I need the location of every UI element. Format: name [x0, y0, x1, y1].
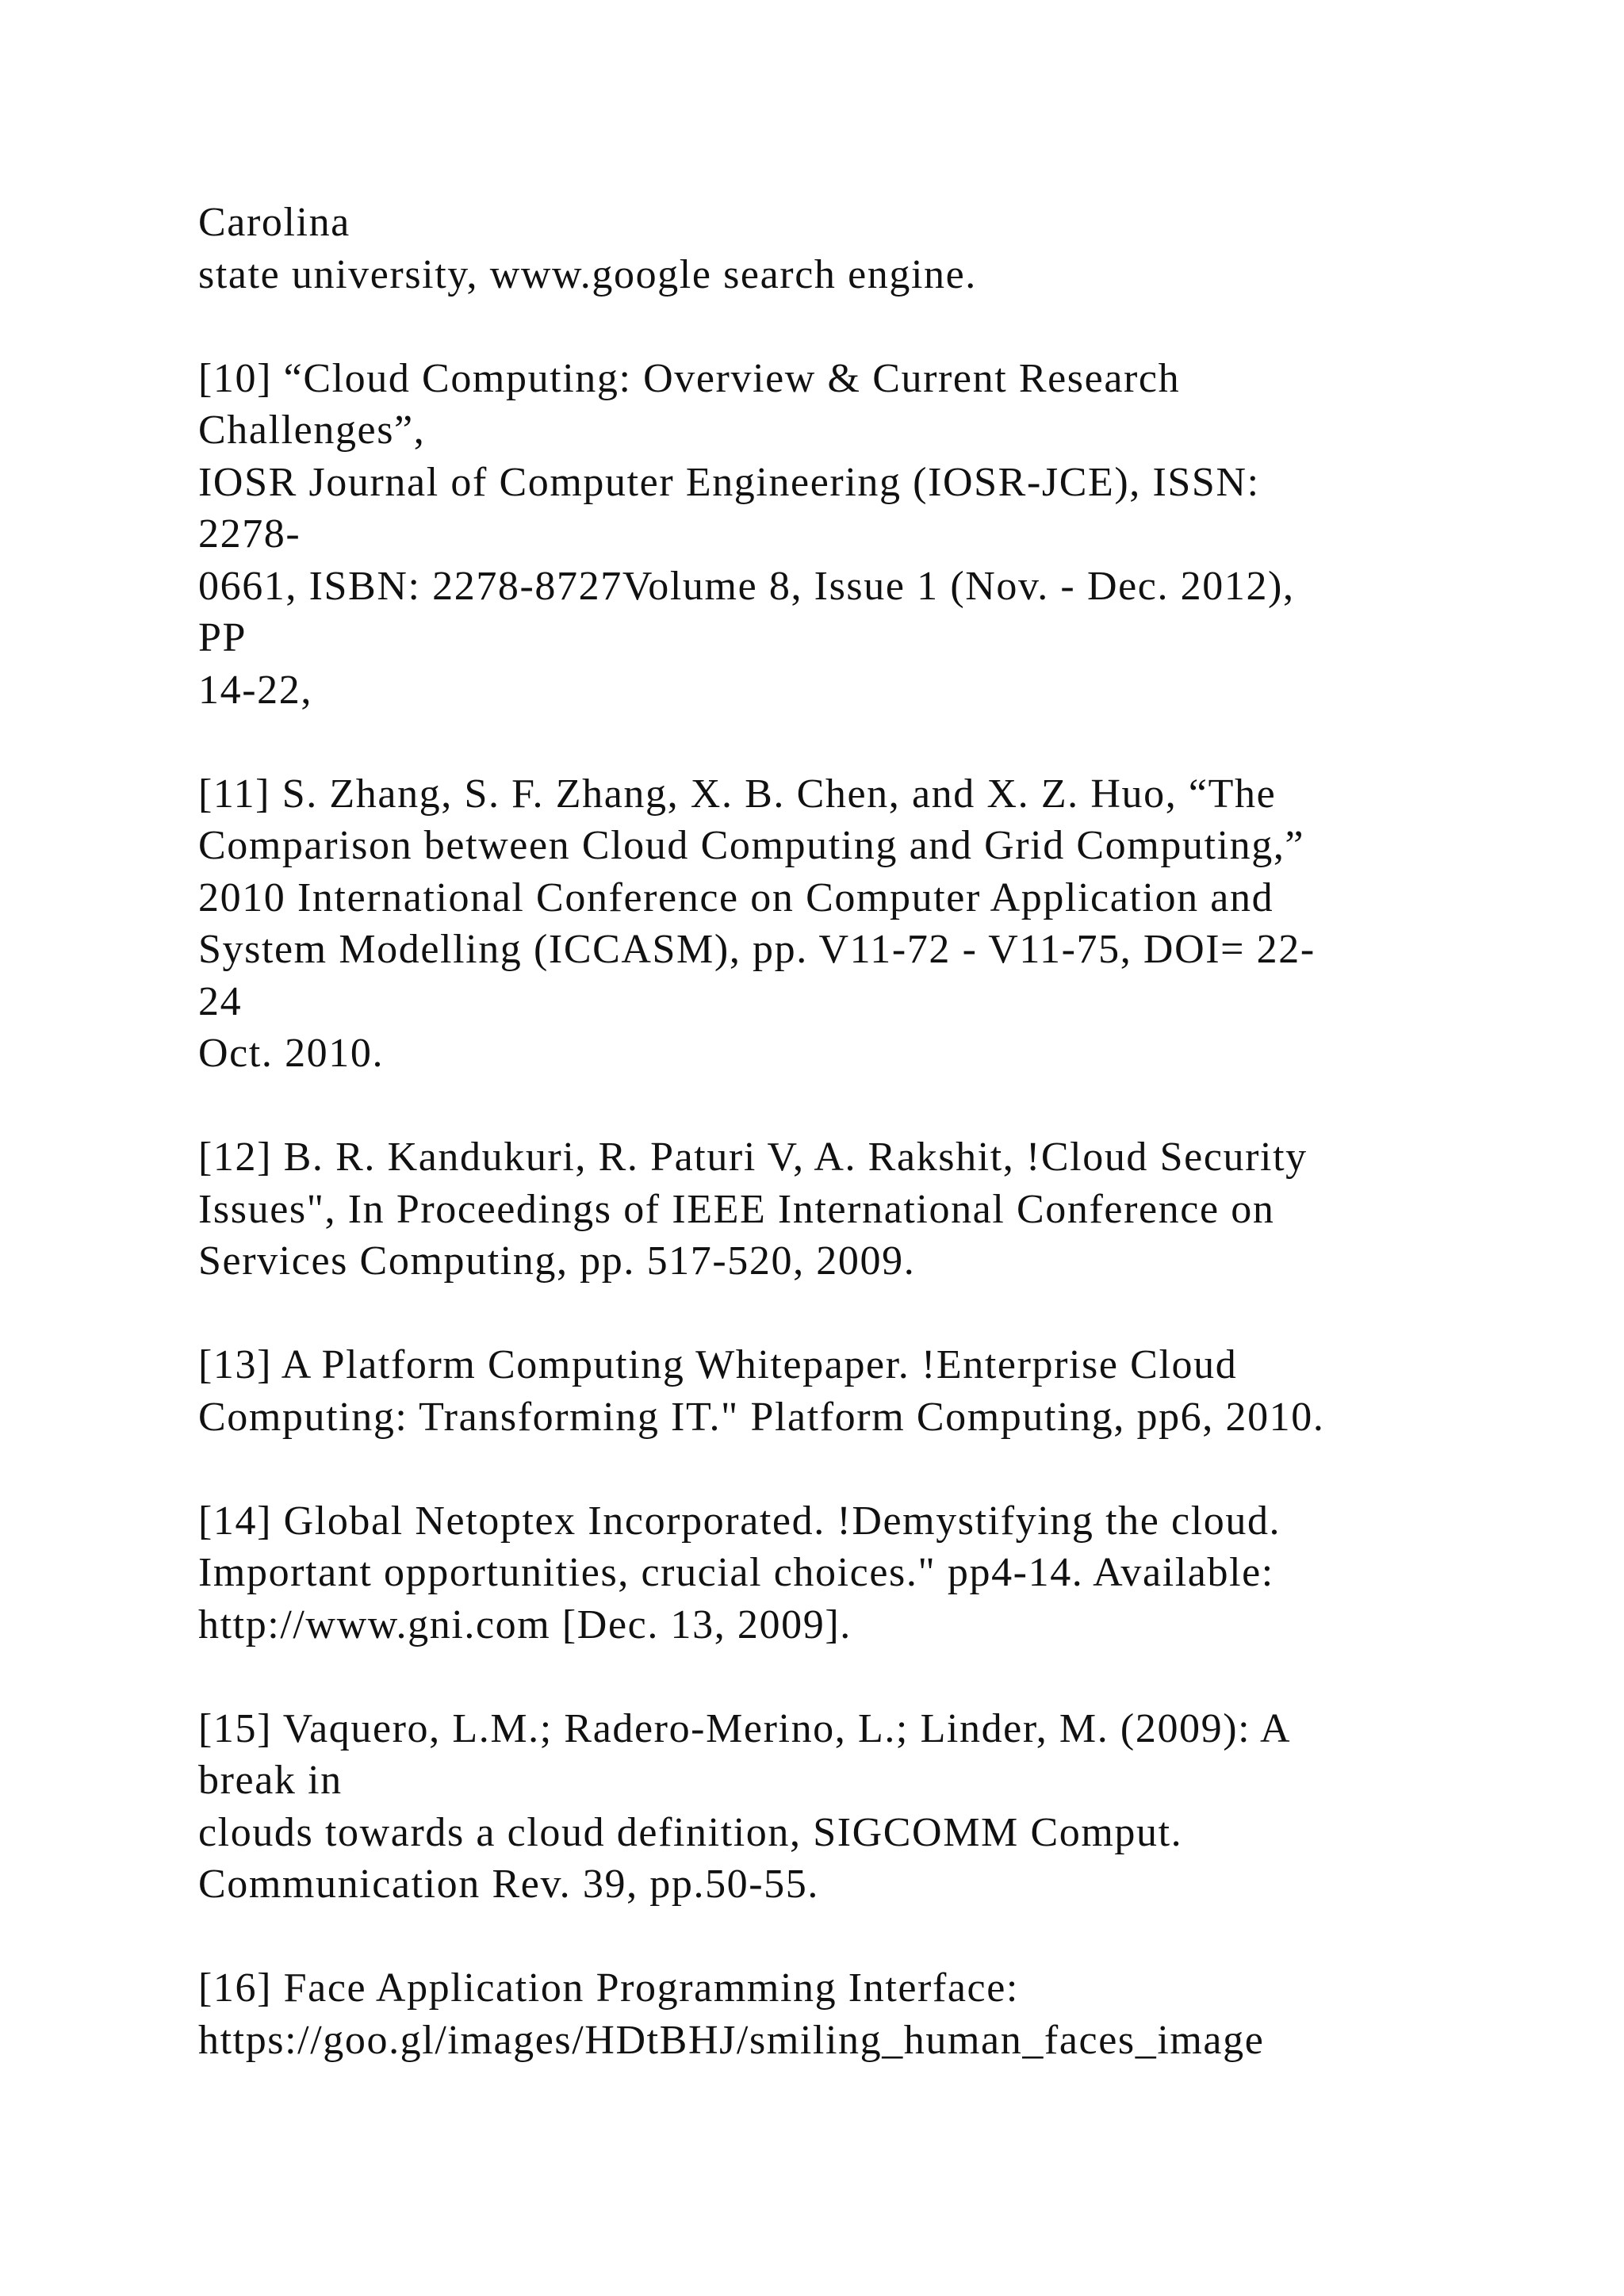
reference-14 — [198, 1495, 1507, 1651]
text-line: 24 — [198, 978, 243, 1024]
text-line: clouds towards a cloud definition, SIGCOMM Comput. — [198, 1809, 1183, 1855]
text-line: IOSR Journal of Computer Engineering (IOSR-JCE), ISSN: — [198, 459, 1260, 505]
blank-line — [198, 1911, 1507, 1963]
reference-16 — [198, 1962, 1507, 2066]
text-line: PP — [198, 615, 247, 660]
text-line: 14-22, — [198, 667, 312, 713]
text-line: Oct. 2010. — [198, 1031, 385, 1076]
blank-line — [198, 1651, 1507, 1703]
text-line: [14] Global Netoptex Incorporated. !Demystifying the cloud. — [198, 1498, 1281, 1544]
text-line: Challenges”, — [198, 408, 426, 453]
reference-10 — [198, 353, 1507, 717]
reference-11 — [198, 768, 1507, 1080]
text-line: Comparison between Cloud Computing and Grid Computing,” — [198, 823, 1305, 868]
text-line: state university, www.google search engine. — [198, 251, 977, 297]
text-line: Issues", In Proceedings of IEEE International Conference on — [198, 1186, 1275, 1232]
blank-line — [198, 1288, 1507, 1340]
blank-line — [198, 1443, 1507, 1495]
text-line: [11] S. Zhang, S. F. Zhang, X. B. Chen, and X. Z. Huo, “The — [198, 771, 1277, 817]
text-line: [12] B. R. Kandukuri, R. Paturi V, A. Rakshit, !Cloud Security — [198, 1135, 1308, 1180]
text-line: [15] Vaquero, L.M.; Radero-Merino, L.; Linder, M. (2009): A — [198, 1705, 1292, 1751]
reference-continuation — [198, 197, 1507, 300]
text-line: https://goo.gl/images/HDtBHJ/smiling_human_faces_image — [198, 2017, 1265, 2063]
text-line: [13] A Platform Computing Whitepaper. !Enterprise Cloud — [198, 1342, 1238, 1387]
reference-list — [198, 197, 1507, 2066]
text-line: Communication Rev. 39, pp.50-55. — [198, 1862, 819, 1907]
text-line: 0661, ISBN: 2278-8727Volume 8, Issue 1 (Nov. - Dec. 2012), — [198, 563, 1295, 609]
blank-line — [198, 300, 1507, 353]
text-line: [16] Face Application Programming Interface: — [198, 1965, 1019, 2011]
blank-line — [198, 1080, 1507, 1132]
text-line: Services Computing, pp. 517-520, 2009. — [198, 1238, 916, 1284]
text-line: Important opportunities, crucial choices." pp4-14. Available: — [198, 1550, 1274, 1595]
reference-13 — [198, 1339, 1507, 1443]
reference-15 — [198, 1703, 1507, 1911]
reference-12 — [198, 1131, 1507, 1288]
text-line: http://www.gni.com [Dec. 13, 2009]. — [198, 1601, 852, 1647]
text-line: 2278- — [198, 511, 301, 557]
blank-line — [198, 716, 1507, 768]
text-line: Carolina — [198, 200, 350, 245]
text-line: Computing: Transforming IT." Platform Computing, pp6, 2010. — [198, 1394, 1325, 1440]
text-line: [10] “Cloud Computing: Overview & Current Research — [198, 355, 1181, 401]
text-line: 2010 International Conference on Computer Application and — [198, 874, 1274, 920]
text-line: break in — [198, 1758, 343, 1803]
text-line: System Modelling (ICCASM), pp. V11-72 - V11-75, DOI= 22- — [198, 927, 1316, 972]
